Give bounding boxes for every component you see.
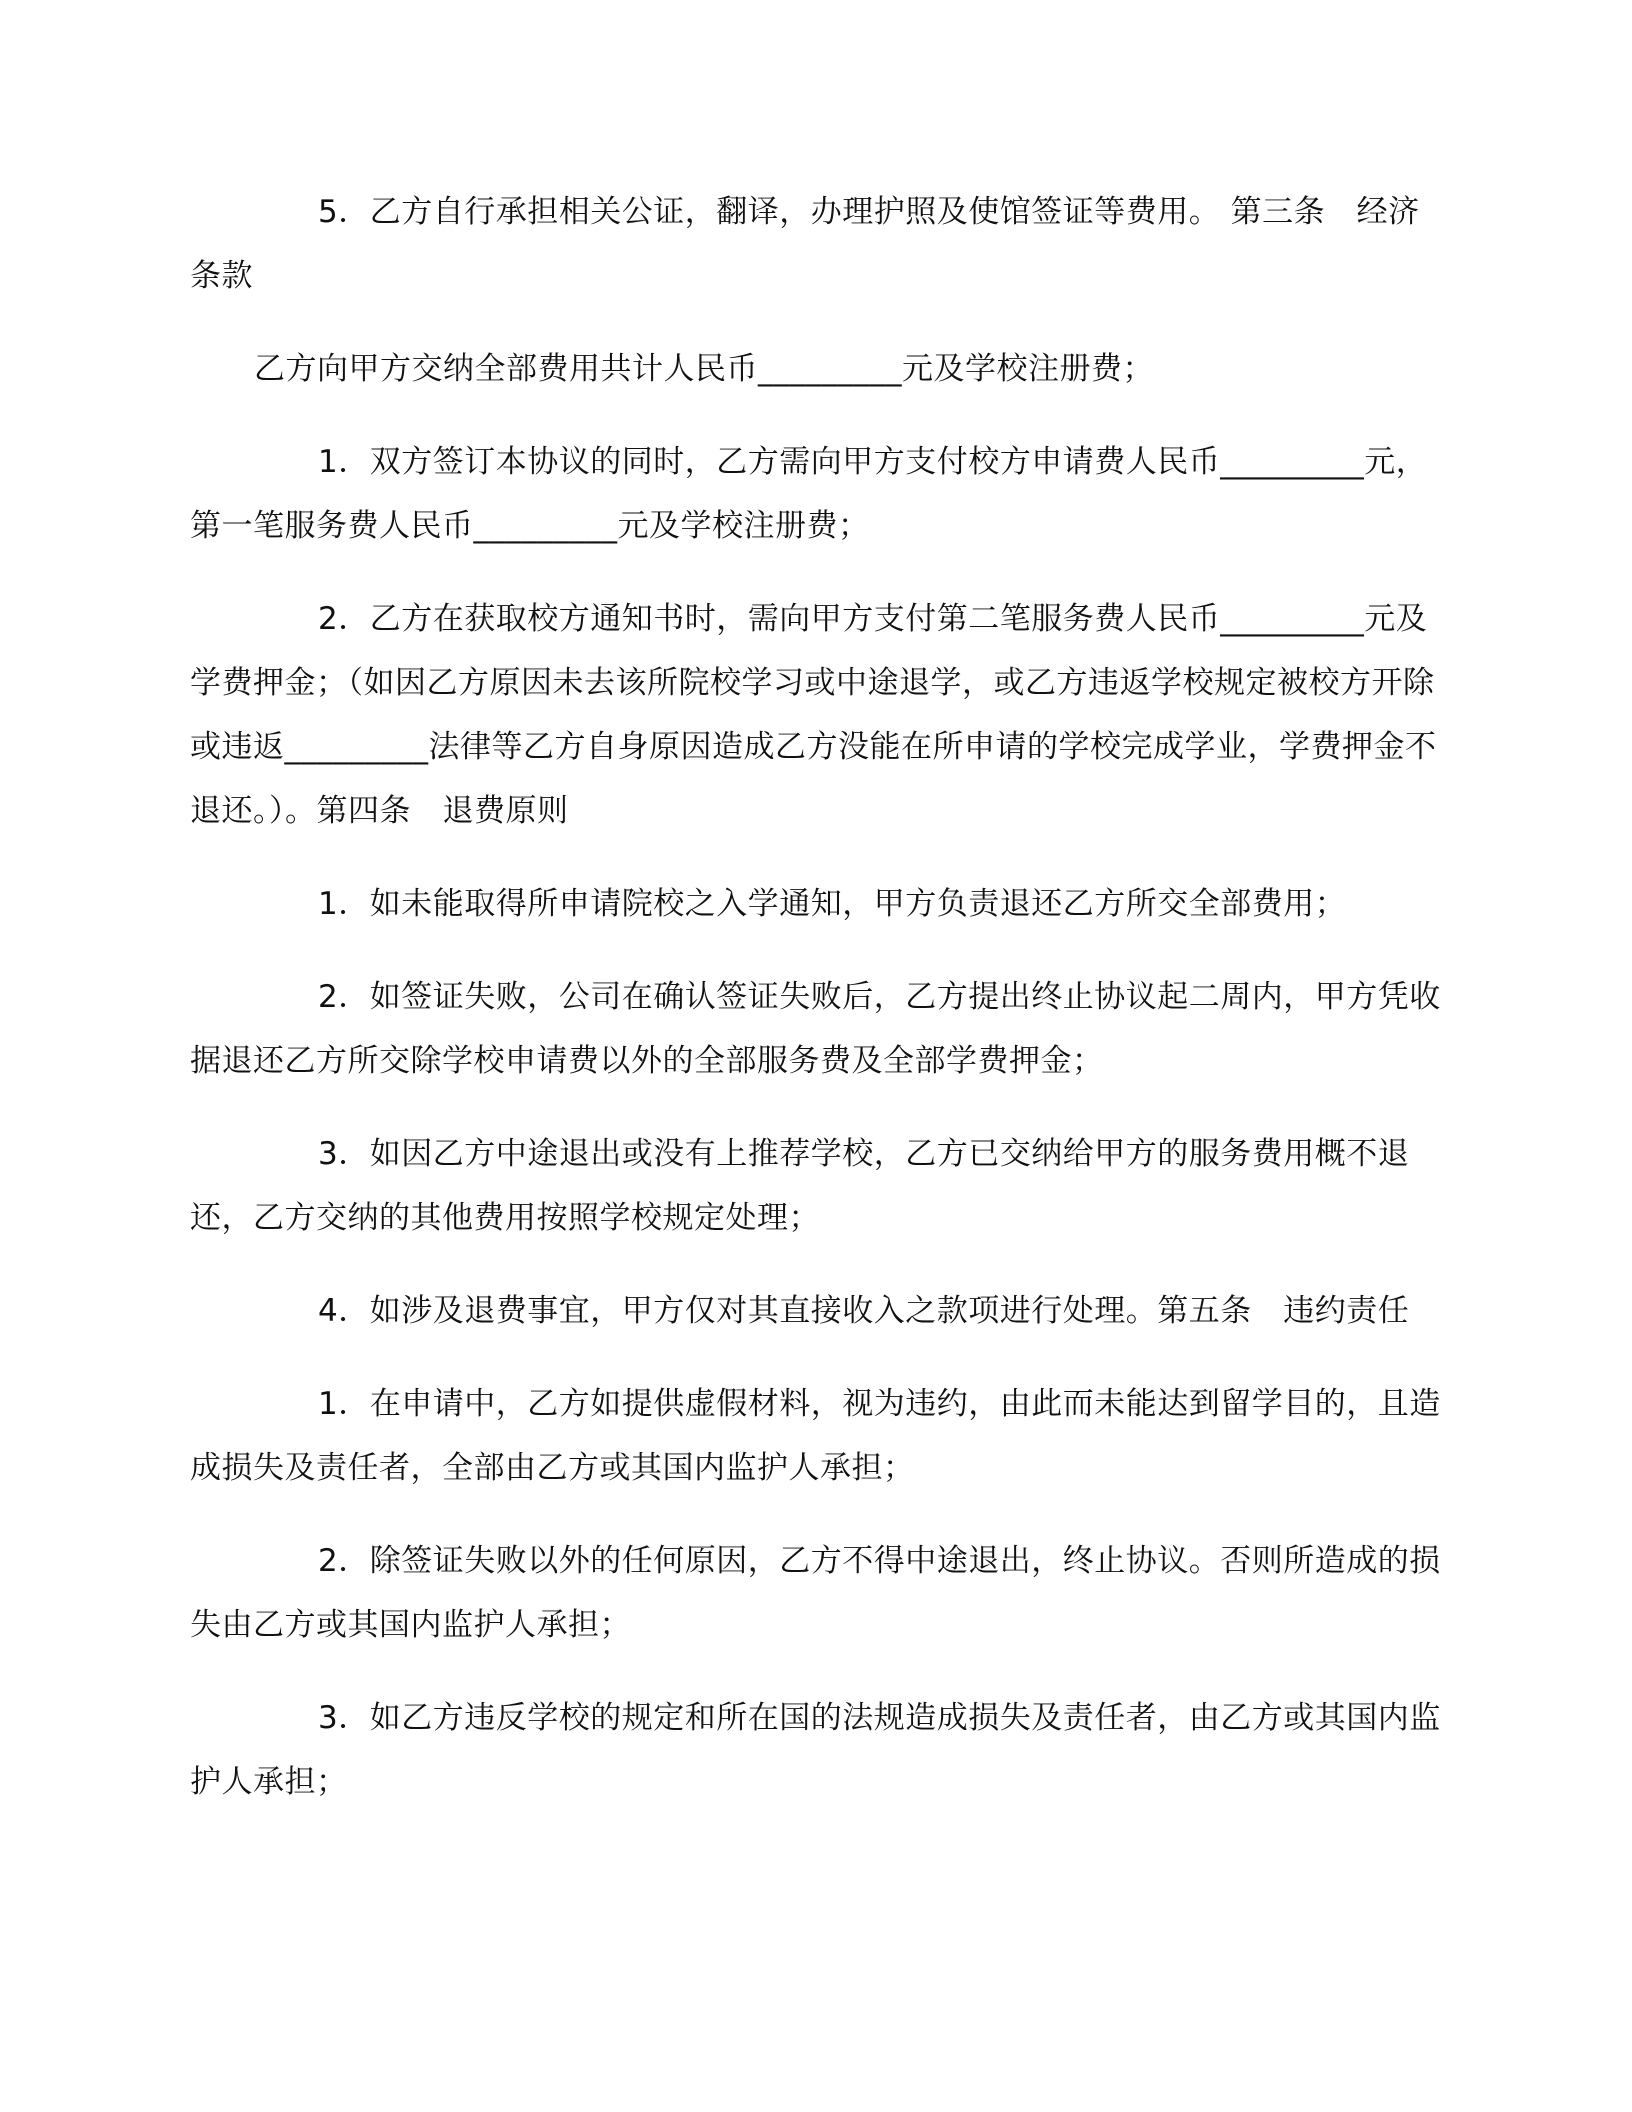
paragraph-refund-2: 2．如签证失败，公司在确认签证失败后，乙方提出终止协议起二周内，甲方凭收据退还乙方所交除学校申请费以外的全部服务费及全部学费押金； (190, 979, 1441, 1079)
paragraph-payment-1: 1．双方签订本协议的同时，乙方需向甲方支付校方申请费人民币_________元，第一笔服务费人民币_________元及学校注册费； (190, 444, 1428, 544)
paragraph-refund-3: 3．如因乙方中途退出或没有上推荐学校，乙方已交纳给甲方的服务费用概不退还，乙方交纳的其他费用按照学校规定处理； (190, 1136, 1410, 1236)
paragraph-breach-2: 2．除签证失败以外的任何原因，乙方不得中途退出，终止协议。否则所造成的损失由乙方或其国内监护人承担； (190, 1543, 1441, 1643)
paragraph-breach-1: 1．在申请中，乙方如提供虚假材料，视为违约，由此而未能达到留学目的，且造成损失及责任者，全部由乙方或其国内监护人承担； (190, 1386, 1441, 1486)
paragraph-refund-1: 1．如未能取得所申请院校之入学通知，甲方负责退还乙方所交全部费用； (318, 886, 1347, 922)
paragraph-payment-2: 2．乙方在获取校方通知书时，需向甲方支付第二笔服务费人民币_________元及学费押金；（如因乙方原因未去该所院校学习或中途退学，或乙方违返学校规定被校方开除或违返_________法律等乙方自身原因造成乙方没能在所申请的学校完成学业，学费押金不退还。）。第四条 退费原则 (190, 601, 1437, 829)
paragraph-refund-4: 4．如涉及退费事宜，甲方仅对其直接收入之款项进行处理。第五条 违约责任 (318, 1293, 1410, 1329)
paragraph-breach-3: 3．如乙方违反学校的规定和所在国的法规造成损失及责任者，由乙方或其国内监护人承担； (190, 1700, 1441, 1800)
paragraph-item5-expenses: 5．乙方自行承担相关公证，翻译，办理护照及使馆签证等费用。 第三条 经济条款 (190, 194, 1420, 294)
document-body (190, 180, 1442, 1843)
paragraph-total-fee: 乙方向甲方交纳全部费用共计人民币_________元及学校注册费； (254, 351, 1154, 387)
